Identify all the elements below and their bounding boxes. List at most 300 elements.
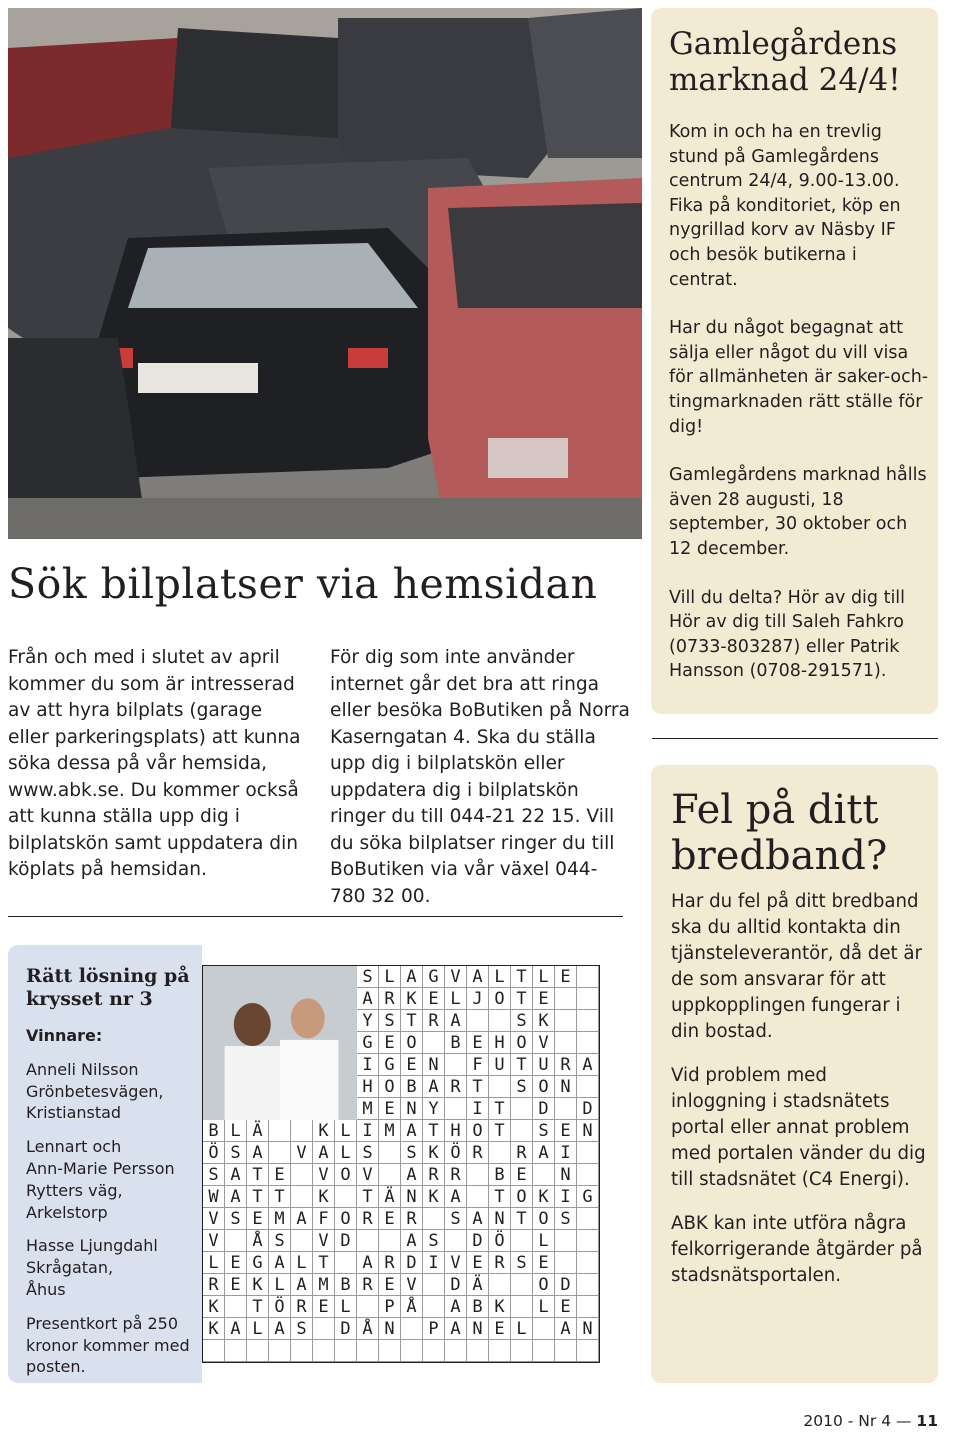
page-footer (803, 1412, 938, 1430)
crossword-cell: L (335, 1120, 357, 1142)
crossword-cell: B (489, 1164, 511, 1186)
crossword-clue-cell (313, 1340, 335, 1362)
crossword-cell: V (401, 1274, 423, 1296)
crossword-cell: E (269, 1164, 291, 1186)
crossword-clue-cell (467, 1164, 489, 1186)
crossword-cell: K (423, 1142, 445, 1164)
crossword-clue-cell (291, 1230, 313, 1252)
crossword-cell: A (291, 1208, 313, 1230)
crossword-clue-cell (291, 1340, 313, 1362)
winner-address: Skrågatan, (26, 1258, 114, 1278)
crossword-cell: A (401, 1230, 423, 1252)
crossword-clue-cell (313, 1318, 335, 1340)
crossword-cell: K (203, 1318, 225, 1340)
crossword-cell: R (423, 1164, 445, 1186)
market-title-line1: Gamlegårdens (669, 26, 898, 62)
crossword-cell: L (379, 966, 401, 988)
crossword-cell: A (533, 1142, 555, 1164)
crossword-cell: A (577, 1054, 599, 1076)
crossword-cell: S (445, 1208, 467, 1230)
crossword-cell: K (489, 1296, 511, 1318)
crossword-cell: N (555, 1164, 577, 1186)
crossword-clue-cell (489, 1340, 511, 1362)
crossword-cell: B (467, 1296, 489, 1318)
crossword-cell: O (533, 1274, 555, 1296)
crossword-cell: K (203, 1296, 225, 1318)
crossword-cell: E (225, 1252, 247, 1274)
crossword-cell: Ö (489, 1230, 511, 1252)
winner-name: Lennart och (26, 1137, 122, 1157)
crossword-clue-cell (577, 1010, 599, 1032)
winner-name: Hasse Ljungdahl (26, 1236, 158, 1256)
crossword-cell: T (357, 1186, 379, 1208)
crossword-cell: T (511, 1054, 533, 1076)
crossword-cell: A (445, 1318, 467, 1340)
crossword-cell: E (467, 1032, 489, 1054)
crossword-clue-cell (401, 1340, 423, 1362)
crossword-cell: A (225, 1186, 247, 1208)
crossword-cell: P (423, 1318, 445, 1340)
crossword-cell: A (269, 1318, 291, 1340)
crossword-cell: K (313, 1186, 335, 1208)
crossword-photo (203, 966, 357, 1120)
crossword-cell: W (203, 1186, 225, 1208)
crossword-clue-cell (203, 1340, 225, 1362)
crossword-clue-cell (577, 1142, 599, 1164)
crossword-clue-cell (401, 1318, 423, 1340)
crossword-cell: A (357, 988, 379, 1010)
crossword-cell: A (445, 1296, 467, 1318)
crossword-clue-cell (577, 1296, 599, 1318)
crossword-clue-cell (533, 1318, 555, 1340)
crossword-cell: E (555, 1120, 577, 1142)
crossword-cell: B (401, 1076, 423, 1098)
crossword-clue-cell (291, 1120, 313, 1142)
crossword-cell: S (225, 1142, 247, 1164)
crossword-cell: R (511, 1142, 533, 1164)
crossword-cell: V (203, 1230, 225, 1252)
crossword-clue-cell (533, 1164, 555, 1186)
crossword-cell: V (313, 1164, 335, 1186)
crossword-cell: O (379, 1076, 401, 1098)
crossword-cell: E (313, 1296, 335, 1318)
crossword-clue-cell (489, 1274, 511, 1296)
crossword-clue-cell (577, 988, 599, 1010)
crossword-cell: E (379, 1032, 401, 1054)
crossword-cell: E (225, 1274, 247, 1296)
crossword-cell: O (489, 988, 511, 1010)
crossword-cell: R (203, 1274, 225, 1296)
crossword-cell: Å (357, 1318, 379, 1340)
crossword-cell: A (269, 1252, 291, 1274)
crossword-clue-cell (423, 1274, 445, 1296)
broadband-box (651, 765, 938, 1383)
crossword-cell: I (555, 1142, 577, 1164)
crossword-cell: A (225, 1318, 247, 1340)
crossword-cell: S (511, 1252, 533, 1274)
crossword-cell: U (489, 1054, 511, 1076)
crossword-cell: T (489, 1186, 511, 1208)
crossword-cell: T (269, 1186, 291, 1208)
crossword-clue-cell (577, 1252, 599, 1274)
crossword-clue-cell (379, 1164, 401, 1186)
winner-2 (26, 1136, 196, 1223)
crossword-cell: N (577, 1318, 599, 1340)
crossword-cell: Y (423, 1098, 445, 1120)
winner-city: Arkelstorp (26, 1202, 108, 1222)
crossword-cell: L (247, 1318, 269, 1340)
crossword-cell: T (511, 988, 533, 1010)
crossword-clue-cell (335, 1186, 357, 1208)
crossword-cell: D (555, 1274, 577, 1296)
crossword-cell: H (489, 1032, 511, 1054)
crossword-cell: K (533, 1186, 555, 1208)
crossword-cell: R (467, 1142, 489, 1164)
crossword-clue-cell (269, 1340, 291, 1362)
article-column-1: Från och med i slutet av april kommer du som är intresserad av att hyra bilplats (garage eller parkeringsplats) att kunna söka dessa på vår hemsida, www.abk.se. Du kommer också att kunna ställa upp dig i bilplatskön samt uppdatera din köplats på hemsidan. (8, 647, 301, 880)
crossword-cell: S (423, 1230, 445, 1252)
crossword-cell: T (511, 966, 533, 988)
crossword-cell: L (335, 1142, 357, 1164)
crossword-cell: V (291, 1142, 313, 1164)
crossword-cell: V (357, 1164, 379, 1186)
winner-3 (26, 1235, 196, 1300)
market-intro: Kom in och ha en trevlig stund på Gamlegårdens centrum 24/4, 9.00-13.00. Fika på konditoriet, köp en nygrillad korv av Näsby IF och besök butikerna i centrat. (669, 122, 901, 290)
crossword-cell: T (247, 1186, 269, 1208)
crossword-cell: T (511, 1208, 533, 1230)
crossword-clue-cell (379, 1142, 401, 1164)
crossword-cell: I (357, 1054, 379, 1076)
crossword-clue-cell (467, 1340, 489, 1362)
crossword-cell: N (423, 1054, 445, 1076)
crossword-cell: O (401, 1032, 423, 1054)
crossword-cell: K (313, 1120, 335, 1142)
crossword-cell: S (401, 1142, 423, 1164)
crossword-clue-cell (489, 1010, 511, 1032)
crossword-cell: T (247, 1164, 269, 1186)
crossword-cell: A (401, 1164, 423, 1186)
crossword-cell: E (533, 988, 555, 1010)
crossword-cell: N (401, 1186, 423, 1208)
crossword-cell: E (555, 966, 577, 988)
winner-address: Rytters väg, (26, 1180, 123, 1200)
crossword-cell: M (313, 1274, 335, 1296)
crossword-cell: S (511, 1010, 533, 1032)
crossword-clue-cell (335, 1252, 357, 1274)
crossword-cell: T (423, 1120, 445, 1142)
broadband-p3: ABK kan inte utföra några felkorrigerande åtgärder på stadsnätsportalen. (671, 1213, 923, 1286)
crossword-cell: I (423, 1252, 445, 1274)
crossword-cell: G (357, 1032, 379, 1054)
crossword-grid (202, 965, 600, 1363)
crossword-cell: V (313, 1230, 335, 1252)
winner-address: Grönbetesvägen, (26, 1081, 164, 1101)
crossword-cell: B (335, 1274, 357, 1296)
crossword-clue-cell (357, 1296, 379, 1318)
crossword-cell: G (247, 1252, 269, 1274)
crossword-cell: O (511, 1186, 533, 1208)
crossword-cell: L (445, 988, 467, 1010)
crossword-cell: O (533, 1076, 555, 1098)
crossword-clue-cell (445, 1340, 467, 1362)
crossword-clue-cell (225, 1340, 247, 1362)
crossword-cell: S (511, 1076, 533, 1098)
crossword-clue-cell (555, 1032, 577, 1054)
article-headline: Sök bilplatser via hemsidan (8, 560, 598, 608)
crossword-cell: D (335, 1318, 357, 1340)
crossword-cell: A (445, 1010, 467, 1032)
crossword-cell: A (225, 1164, 247, 1186)
crossword-cell: I (467, 1098, 489, 1120)
divider-rule-sidebar (652, 738, 938, 739)
crossword-cell: K (423, 1186, 445, 1208)
crossword-cell: L (335, 1296, 357, 1318)
crossword-cell: L (203, 1252, 225, 1274)
crossword-cell: A (357, 1252, 379, 1274)
crossword-clue-cell (577, 1164, 599, 1186)
crossword-cell: S (291, 1318, 313, 1340)
crossword-cell: E (511, 1164, 533, 1186)
market-title-line2: marknad 24/4! (669, 62, 901, 98)
crossword-cell: R (401, 1208, 423, 1230)
crossword-cell: L (489, 966, 511, 988)
crossword-cell: E (423, 988, 445, 1010)
crossword-clue-cell (555, 1252, 577, 1274)
crossword-cell: G (423, 966, 445, 988)
crossword-cell: L (291, 1252, 313, 1274)
page-number: 11 (916, 1412, 938, 1430)
crossword-clue-cell (445, 1054, 467, 1076)
crossword-cell: V (533, 1032, 555, 1054)
winner-name-2: Ann-Marie Persson (26, 1158, 175, 1178)
crossword-cell: T (247, 1296, 269, 1318)
crossword-cell: D (533, 1098, 555, 1120)
crossword-cell: N (577, 1120, 599, 1142)
crossword-cell: S (225, 1208, 247, 1230)
crossword-cell: Ä (379, 1186, 401, 1208)
crossword-cell: B (445, 1032, 467, 1054)
crossword-cell: V (203, 1208, 225, 1230)
crossword-cell: A (401, 1120, 423, 1142)
crossword-cell: N (489, 1208, 511, 1230)
crossword-cell: L (269, 1274, 291, 1296)
crossword-cell: A (555, 1318, 577, 1340)
crossword-cell: T (313, 1252, 335, 1274)
market-sell-info: Har du något begagnat att sälja eller något du vill visa för allmänheten är saker-och-tingmarknaden rätt ställe för dig! (669, 318, 929, 437)
crossword-cell: K (247, 1274, 269, 1296)
crossword-cell: L (533, 1296, 555, 1318)
crossword-clue-cell (577, 1032, 599, 1054)
crossword-clue-cell (511, 1120, 533, 1142)
crossword-cell: E (401, 1054, 423, 1076)
crossword-cell: A (291, 1274, 313, 1296)
divider-rule (8, 916, 623, 917)
crossword-cell: D (401, 1252, 423, 1274)
winner-1 (26, 1059, 196, 1124)
crossword-cell: V (445, 966, 467, 988)
crossword-clue-cell (577, 966, 599, 988)
solution-title: Rätt lösning på krysset nr 3 (26, 965, 190, 1010)
crossword-cell: E (467, 1252, 489, 1274)
crossword-cell: D (335, 1230, 357, 1252)
crossword-clue-cell (489, 1076, 511, 1098)
crossword-clue-cell (511, 1274, 533, 1296)
crossword-cell: S (357, 1142, 379, 1164)
crossword-cell: R (423, 1010, 445, 1032)
crossword-cell: A (467, 1208, 489, 1230)
crossword-clue-cell (357, 1340, 379, 1362)
crossword-cell: F (313, 1208, 335, 1230)
crossword-clue-cell (225, 1230, 247, 1252)
crossword-cell: I (555, 1186, 577, 1208)
crossword-cell: L (225, 1120, 247, 1142)
crossword-cell: R (291, 1296, 313, 1318)
crossword-cell: E (379, 1098, 401, 1120)
crossword-cell: I (357, 1120, 379, 1142)
crossword-clue-cell (467, 1186, 489, 1208)
crossword-cell: S (555, 1208, 577, 1230)
crossword-clue-cell (511, 1296, 533, 1318)
crossword-cell: R (445, 1076, 467, 1098)
crossword-cell: R (379, 988, 401, 1010)
crossword-cell: L (533, 966, 555, 988)
crossword-clue-cell (357, 1230, 379, 1252)
crossword-cell: D (577, 1098, 599, 1120)
crossword-solution-box (8, 945, 202, 1383)
crossword-clue-cell (555, 1098, 577, 1120)
crossword-cell: T (401, 1010, 423, 1032)
crossword-clue-cell (423, 1208, 445, 1230)
crossword-cell: O (335, 1208, 357, 1230)
crossword-cell: A (401, 966, 423, 988)
crossword-cell: S (379, 1010, 401, 1032)
crossword-cell: M (357, 1098, 379, 1120)
crossword-cell: R (357, 1274, 379, 1296)
crossword-clue-cell (225, 1296, 247, 1318)
crossword-clue-cell (577, 1230, 599, 1252)
crossword-cell: S (357, 966, 379, 988)
crossword-cell: H (357, 1076, 379, 1098)
crossword-clue-cell (291, 1186, 313, 1208)
crossword-clue-cell (445, 1098, 467, 1120)
crossword-cell: N (555, 1076, 577, 1098)
crossword-clue-cell (511, 1230, 533, 1252)
crossword-clue-cell (577, 1208, 599, 1230)
crossword-clue-cell (555, 1230, 577, 1252)
crossword-cell: A (445, 1186, 467, 1208)
crossword-cell: Ö (269, 1296, 291, 1318)
crossword-cell: Å (247, 1230, 269, 1252)
market-contact: Vill du delta? Hör av dig till Hör av dig till Saleh Fahkro (0733-803287) eller Patrik Hansson (0708-291571). (669, 587, 906, 682)
crossword-clue-cell (445, 1230, 467, 1252)
broadband-p1: Har du fel på ditt bredband ska du alltid kontakta din tjänsteleverantör, då det är de som ansvarar för att uppkopplingen fungerar i din bostad. (671, 891, 923, 1042)
crossword-cell: T (489, 1098, 511, 1120)
crossword-cell: B (203, 1120, 225, 1142)
crossword-cell: K (533, 1010, 555, 1032)
crossword-clue-cell (511, 1340, 533, 1362)
crossword-clue-cell (379, 1340, 401, 1362)
crossword-cell: Ö (203, 1142, 225, 1164)
crossword-clue-cell (577, 1274, 599, 1296)
crossword-cell: E (555, 1296, 577, 1318)
crossword-cell: D (467, 1230, 489, 1252)
crossword-clue-cell (555, 1010, 577, 1032)
crossword-clue-cell (467, 1010, 489, 1032)
winner-name: Anneli Nilsson (26, 1059, 139, 1079)
crossword-cell: Å (401, 1296, 423, 1318)
crossword-cell: N (379, 1318, 401, 1340)
crossword-cell: L (511, 1318, 533, 1340)
crossword-cell: Ä (467, 1274, 489, 1296)
crossword-clue-cell (489, 1142, 511, 1164)
winners-label: Vinnare: (26, 1026, 103, 1045)
crossword-cell: R (555, 1054, 577, 1076)
broadband-title-line1: Fel på ditt (671, 787, 879, 833)
crossword-cell: M (269, 1208, 291, 1230)
prize-text: Presentkort på 250 kronor kommer med posten. (26, 1313, 190, 1377)
issue-label: 2010 - Nr 4 — (803, 1412, 912, 1430)
winner-city: Åhus (26, 1279, 66, 1299)
crossword-cell: J (467, 988, 489, 1010)
crossword-cell: R (379, 1252, 401, 1274)
crossword-clue-cell (423, 1296, 445, 1318)
market-dates: Gamlegårdens marknad hålls även 28 augusti, 18 september, 30 oktober och 12 december. (669, 465, 927, 559)
crossword-cell: H (445, 1120, 467, 1142)
crossword-cell: P (379, 1296, 401, 1318)
crossword-cell: G (577, 1186, 599, 1208)
crossword-cell: D (445, 1274, 467, 1296)
crossword-cell: O (335, 1164, 357, 1186)
crossword-cell: G (379, 1054, 401, 1076)
crossword-clue-cell (423, 1340, 445, 1362)
crossword-clue-cell (577, 1076, 599, 1098)
article-column-2: För dig som inte använder internet går det bra att ringa eller besöka BoButiken på Norra Kaserngatan 4. Ska du ställa upp dig i bilplatskön eller uppdatera dig i bilplatskön ringer du till 044-21 22 15. Vill du söka bilplatser ringer du till BoButiken via vår växel 044-780 32 00. (330, 647, 630, 907)
market-box (651, 8, 938, 714)
winner-city: Kristianstad (26, 1103, 122, 1123)
crossword-clue-cell (291, 1164, 313, 1186)
crossword-cell: E (247, 1208, 269, 1230)
crossword-cell: E (379, 1208, 401, 1230)
crossword-cell: M (379, 1120, 401, 1142)
crossword-cell: R (445, 1164, 467, 1186)
crossword-cell: L (533, 1230, 555, 1252)
crossword-cell: V (445, 1252, 467, 1274)
crossword-cell: A (423, 1076, 445, 1098)
crossword-clue-cell (247, 1340, 269, 1362)
crossword-clue-cell (379, 1230, 401, 1252)
crossword-clue-cell (555, 988, 577, 1010)
crossword-clue-cell (555, 1340, 577, 1362)
crossword-cell: E (489, 1318, 511, 1340)
crossword-clue-cell (423, 1032, 445, 1054)
crossword-cell: N (467, 1318, 489, 1340)
crossword-cell: E (379, 1274, 401, 1296)
crossword-cell: T (489, 1120, 511, 1142)
crossword-cell: O (511, 1032, 533, 1054)
crossword-cell: A (247, 1142, 269, 1164)
crossword-cell: R (357, 1208, 379, 1230)
crossword-cell: K (401, 988, 423, 1010)
crossword-cell: U (533, 1054, 555, 1076)
crossword-cell: Ä (247, 1120, 269, 1142)
crossword-cell: A (467, 966, 489, 988)
parked-cars-illustration (8, 8, 642, 539)
crossword-clue-cell (335, 1340, 357, 1362)
crossword-clue-cell (533, 1340, 555, 1362)
crossword-cell: S (269, 1230, 291, 1252)
broadband-title-line2: bredband? (671, 833, 888, 879)
crossword-cell: E (533, 1252, 555, 1274)
